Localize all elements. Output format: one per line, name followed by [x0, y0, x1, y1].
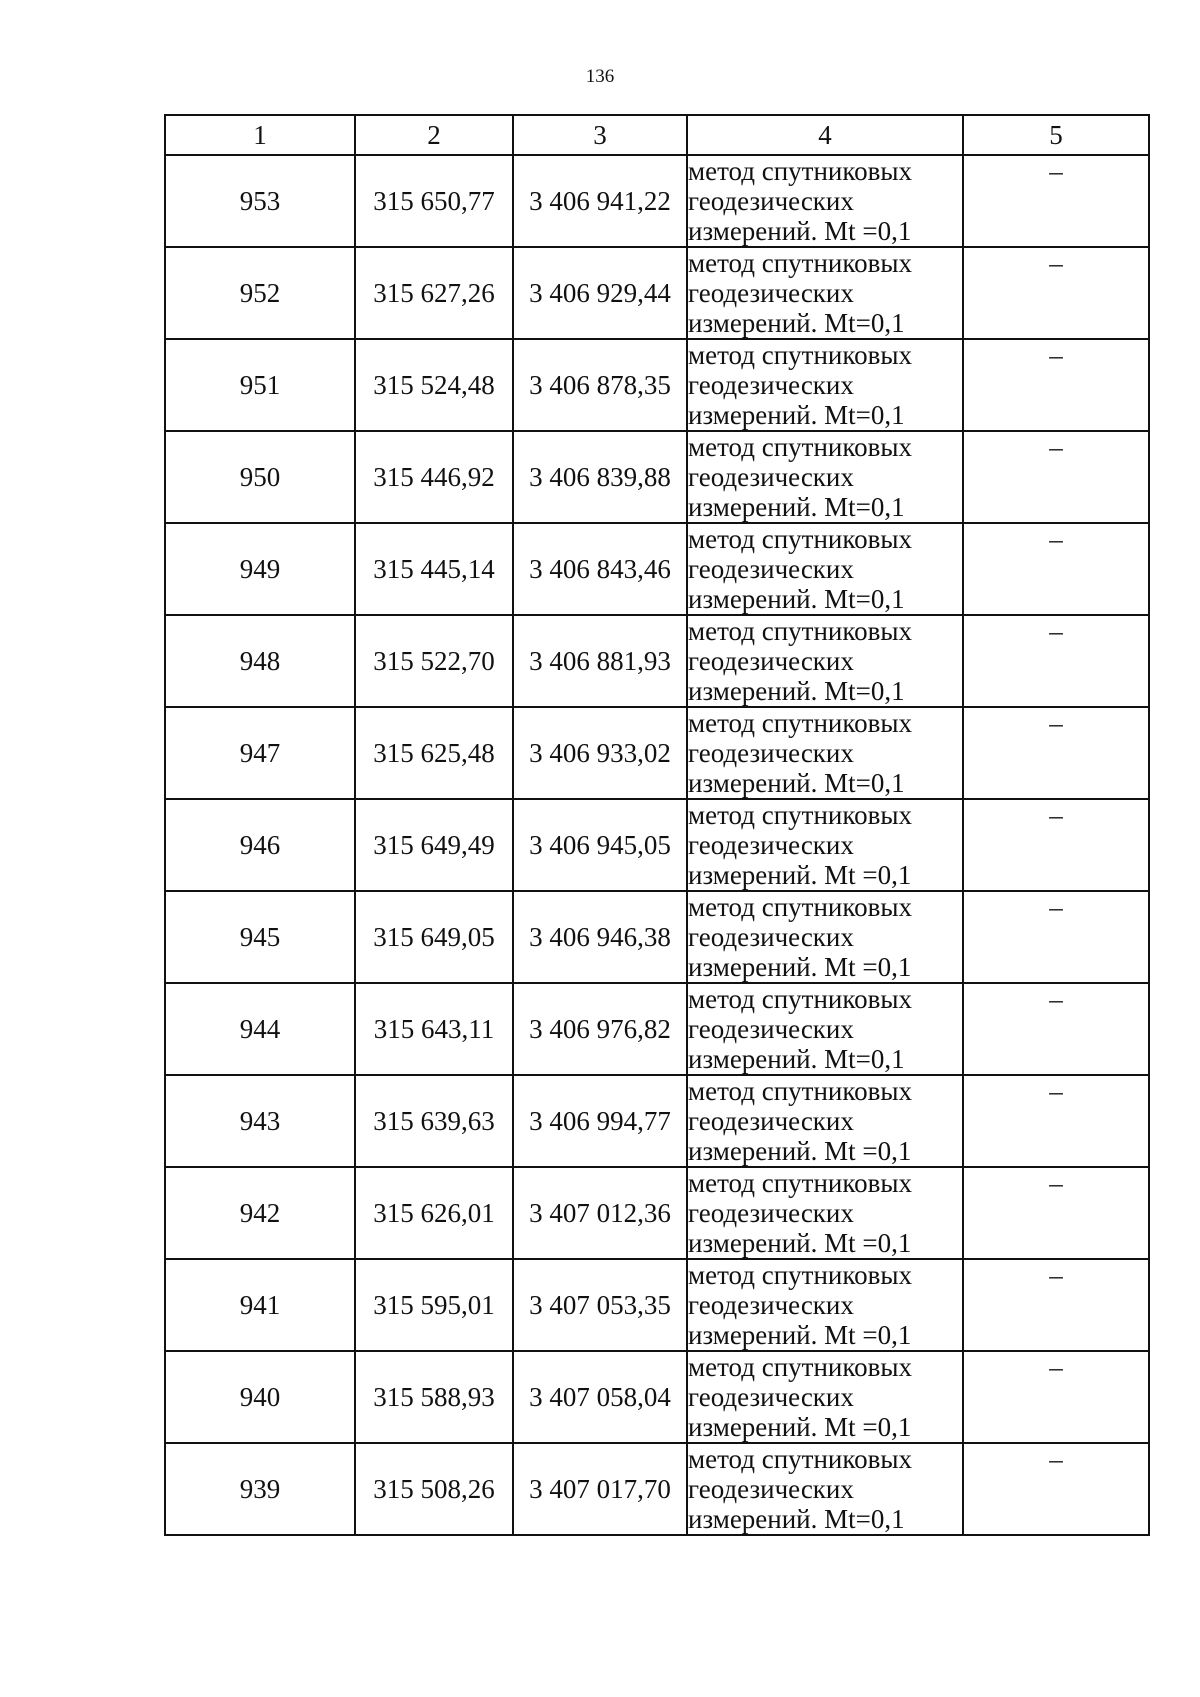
y-coordinate-cell: 3 407 017,70: [513, 1443, 687, 1535]
method-cell: метод спутниковых геодезических измерений. Mt=0,1: [687, 1443, 963, 1535]
point-number-cell: 953: [165, 155, 355, 247]
x-coordinate-cell: 315 508,26: [355, 1443, 513, 1535]
x-coordinate-cell: 315 626,01: [355, 1167, 513, 1259]
method-cell: метод спутниковых геодезических измерений. Mt =0,1: [687, 1259, 963, 1351]
point-number-cell: 947: [165, 707, 355, 799]
method-cell: метод спутниковых геодезических измерений. Mt =0,1: [687, 1351, 963, 1443]
method-cell: метод спутниковых геодезических измерений. Mt=0,1: [687, 707, 963, 799]
table-row: [165, 983, 1149, 1075]
note-cell: –: [963, 707, 1149, 799]
table-row: [165, 891, 1149, 983]
method-cell: метод спутниковых геодезических измерений. Mt =0,1: [687, 891, 963, 983]
y-coordinate-cell: 3 406 946,38: [513, 891, 687, 983]
column-header-4: 4: [687, 115, 963, 155]
table-row: [165, 339, 1149, 431]
y-coordinate-cell: 3 406 994,77: [513, 1075, 687, 1167]
point-number-cell: 950: [165, 431, 355, 523]
table-row: [165, 1351, 1149, 1443]
table-row: [165, 247, 1149, 339]
point-number-cell: 943: [165, 1075, 355, 1167]
point-number-cell: 948: [165, 615, 355, 707]
y-coordinate-cell: 3 406 878,35: [513, 339, 687, 431]
table-row: [165, 707, 1149, 799]
x-coordinate-cell: 315 588,93: [355, 1351, 513, 1443]
table-row: [165, 1259, 1149, 1351]
column-header-1: 1: [165, 115, 355, 155]
method-cell: метод спутниковых геодезических измерений. Mt=0,1: [687, 615, 963, 707]
table-row: [165, 523, 1149, 615]
note-cell: –: [963, 431, 1149, 523]
point-number-cell: 941: [165, 1259, 355, 1351]
y-coordinate-cell: 3 406 843,46: [513, 523, 687, 615]
method-cell: метод спутниковых геодезических измерений. Mt=0,1: [687, 983, 963, 1075]
note-cell: –: [963, 1351, 1149, 1443]
x-coordinate-cell: 315 639,63: [355, 1075, 513, 1167]
coordinates-table: [164, 114, 1150, 1536]
table-header: [165, 115, 1149, 155]
note-cell: –: [963, 983, 1149, 1075]
method-cell: метод спутниковых геодезических измерений. Mt =0,1: [687, 1075, 963, 1167]
method-cell: метод спутниковых геодезических измерений. Mt =0,1: [687, 799, 963, 891]
column-header-5: 5: [963, 115, 1149, 155]
x-coordinate-cell: 315 643,11: [355, 983, 513, 1075]
y-coordinate-cell: 3 406 839,88: [513, 431, 687, 523]
point-number-cell: 939: [165, 1443, 355, 1535]
note-cell: –: [963, 1167, 1149, 1259]
table-body: [165, 155, 1149, 1535]
x-coordinate-cell: 315 649,05: [355, 891, 513, 983]
y-coordinate-cell: 3 407 012,36: [513, 1167, 687, 1259]
table-row: [165, 155, 1149, 247]
x-coordinate-cell: 315 446,92: [355, 431, 513, 523]
note-cell: –: [963, 1259, 1149, 1351]
method-cell: метод спутниковых геодезических измерений. Mt =0,1: [687, 155, 963, 247]
point-number-cell: 945: [165, 891, 355, 983]
y-coordinate-cell: 3 407 053,35: [513, 1259, 687, 1351]
column-header-2: 2: [355, 115, 513, 155]
table-row: [165, 1443, 1149, 1535]
x-coordinate-cell: 315 445,14: [355, 523, 513, 615]
method-cell: метод спутниковых геодезических измерений. Mt=0,1: [687, 431, 963, 523]
y-coordinate-cell: 3 407 058,04: [513, 1351, 687, 1443]
x-coordinate-cell: 315 625,48: [355, 707, 513, 799]
note-cell: –: [963, 615, 1149, 707]
y-coordinate-cell: 3 406 976,82: [513, 983, 687, 1075]
table-row: [165, 431, 1149, 523]
point-number-cell: 951: [165, 339, 355, 431]
page-number: 136: [585, 66, 615, 87]
x-coordinate-cell: 315 524,48: [355, 339, 513, 431]
y-coordinate-cell: 3 406 945,05: [513, 799, 687, 891]
point-number-cell: 946: [165, 799, 355, 891]
note-cell: –: [963, 1443, 1149, 1535]
column-header-3: 3: [513, 115, 687, 155]
method-cell: метод спутниковых геодезических измерений. Mt =0,1: [687, 1167, 963, 1259]
x-coordinate-cell: 315 649,49: [355, 799, 513, 891]
table-row: [165, 1075, 1149, 1167]
x-coordinate-cell: 315 522,70: [355, 615, 513, 707]
y-coordinate-cell: 3 406 941,22: [513, 155, 687, 247]
point-number-cell: 944: [165, 983, 355, 1075]
method-cell: метод спутниковых геодезических измерений. Mt=0,1: [687, 247, 963, 339]
note-cell: –: [963, 1075, 1149, 1167]
note-cell: –: [963, 247, 1149, 339]
x-coordinate-cell: 315 650,77: [355, 155, 513, 247]
x-coordinate-cell: 315 595,01: [355, 1259, 513, 1351]
point-number-cell: 952: [165, 247, 355, 339]
note-cell: –: [963, 891, 1149, 983]
table-row: [165, 799, 1149, 891]
point-number-cell: 949: [165, 523, 355, 615]
note-cell: –: [963, 155, 1149, 247]
y-coordinate-cell: 3 406 881,93: [513, 615, 687, 707]
note-cell: –: [963, 339, 1149, 431]
y-coordinate-cell: 3 406 933,02: [513, 707, 687, 799]
method-cell: метод спутниковых геодезических измерений. Mt=0,1: [687, 523, 963, 615]
header-row: [165, 115, 1149, 155]
x-coordinate-cell: 315 627,26: [355, 247, 513, 339]
table-row: [165, 615, 1149, 707]
point-number-cell: 940: [165, 1351, 355, 1443]
point-number-cell: 942: [165, 1167, 355, 1259]
y-coordinate-cell: 3 406 929,44: [513, 247, 687, 339]
note-cell: –: [963, 523, 1149, 615]
note-cell: –: [963, 799, 1149, 891]
table-row: [165, 1167, 1149, 1259]
method-cell: метод спутниковых геодезических измерений. Mt=0,1: [687, 339, 963, 431]
